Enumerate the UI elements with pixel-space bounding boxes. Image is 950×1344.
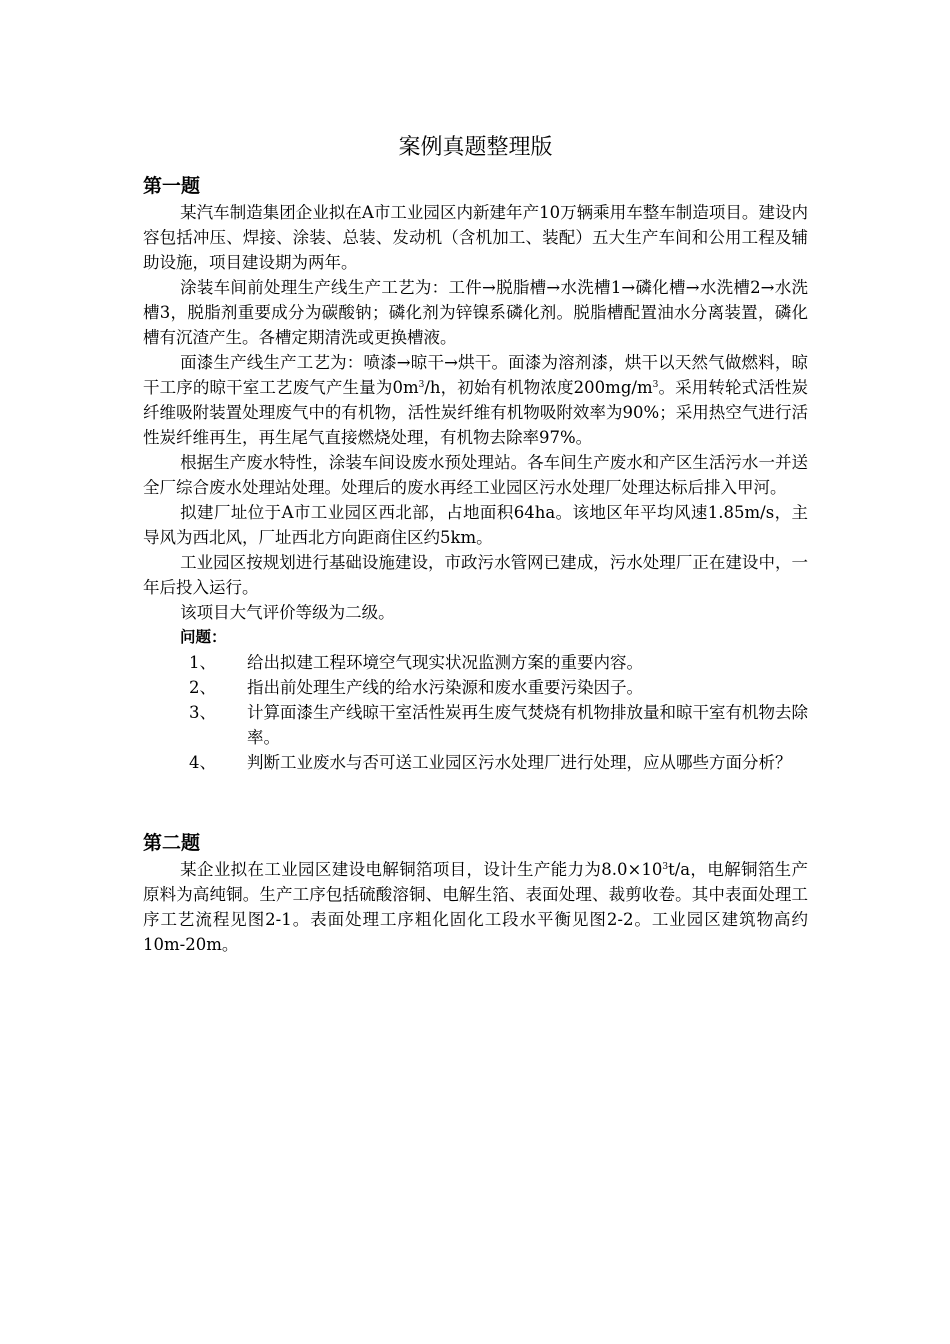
- section-1-paragraph-5: 拟建厂址位于A市工业园区西北部，占地面积64ha。该地区年平均风速1.85m/s，主导风为西北风，厂址西北方向距商住区约5km。: [143, 503, 808, 547]
- question-text: 计算面漆生产线晾干室活性炭再生废气焚烧有机物排放量和晾干室有机物去除率。: [247, 703, 808, 747]
- question-number: 4、: [189, 753, 216, 772]
- questions-label: 问题：: [180, 628, 227, 646]
- superscript-3: 3: [652, 380, 659, 390]
- section-2-text-b: t/a，电解铜箔生产原料为高纯铜。生产工序包括硫酸溶铜、电解生箔、表面处理、裁剪收卷。其中表面处理工序工艺流程见图2-1。表面处理工序粗化固化工段水平衡见图2-2。工业园区建筑物高约10m-20m。: [143, 860, 809, 954]
- section-1-paragraph-2: 涂装车间前处理生产线生产工艺为：工件→脱脂槽→水洗槽1→磷化槽→水洗槽2→水洗槽3，脱脂剂重要成分为碳酸钠；磷化剂为锌镍系磷化剂。脱脂槽配置油水分离装置，磷化槽有沉渣产生。各槽定期清洗或更换槽液。: [143, 278, 808, 347]
- section-1-paragraph-1: 某汽车制造集团企业拟在A市工业园区内新建年产10万辆乘用车整车制造项目。建设内容包括冲压、焊接、涂装、总装、发动机（含机加工、装配）五大生产车间和公用工程及辅助设施，项目建设期为两年。: [143, 203, 808, 272]
- section-2-paragraph-1: [143, 857, 808, 957]
- section-2-text-a: 某企业拟在工业园区建设电解铜箔项目，设计生产能力为8.0×10: [180, 860, 663, 879]
- question-item: [143, 700, 808, 750]
- superscript-3: 3: [418, 380, 425, 390]
- question-number: 2、: [189, 678, 216, 697]
- paragraph-3-text-b: /h，初始有机物浓度200mg/m: [424, 378, 653, 397]
- superscript-3: 3: [662, 862, 669, 872]
- document-title: 案例真题整理版: [398, 135, 553, 160]
- section-1-paragraph-3: [143, 350, 808, 450]
- section-1-paragraph-6: 工业园区按规划进行基础设施建设，市政污水管网已建成，污水处理厂正在建设中，一年后投入运行。: [143, 553, 808, 597]
- paragraph-3-text-c: 。采用转轮式活性炭纤维吸附装置处理废气中的有机物，活性炭纤维有机物吸附效率为90%；采用热空气进行活性炭纤维再生，再生尾气直接燃烧处理，有机物去除率97%。: [143, 378, 808, 447]
- question-text: 指出前处理生产线的给水污染源和废水重要污染因子。: [247, 678, 643, 697]
- question-item: [143, 650, 808, 675]
- question-number: 3、: [189, 703, 216, 722]
- section-1-paragraph-7: 该项目大气评价等级为二级。: [180, 603, 395, 622]
- question-number: 1、: [189, 653, 216, 672]
- question-list: [143, 650, 808, 775]
- section-2-heading: 第二题: [143, 832, 201, 854]
- question-item: [143, 675, 808, 700]
- section-1-paragraph-4: 根据生产废水特性，涂装车间设废水预处理站。各车间生产废水和产区生活污水一并送全厂综合废水处理站处理。处理后的废水再经工业园区污水处理厂处理达标后排入甲河。: [143, 453, 808, 497]
- paragraph-3-text-a: 面漆生产线生产工艺为：喷漆→晾干→烘干。面漆为溶剂漆，烘干以天然气做燃料，晾干工序的晾干室工艺废气产生量为0m: [143, 353, 808, 397]
- question-text: 给出拟建工程环境空气现实状况监测方案的重要内容。: [247, 653, 643, 672]
- question-item: [143, 750, 808, 775]
- document-page: [143, 128, 808, 957]
- section-spacer: [143, 775, 808, 829]
- section-1-heading: 第一题: [143, 175, 201, 197]
- question-text: 判断工业废水与否可送工业园区污水处理厂进行处理，应从哪些方面分析？: [247, 753, 792, 772]
